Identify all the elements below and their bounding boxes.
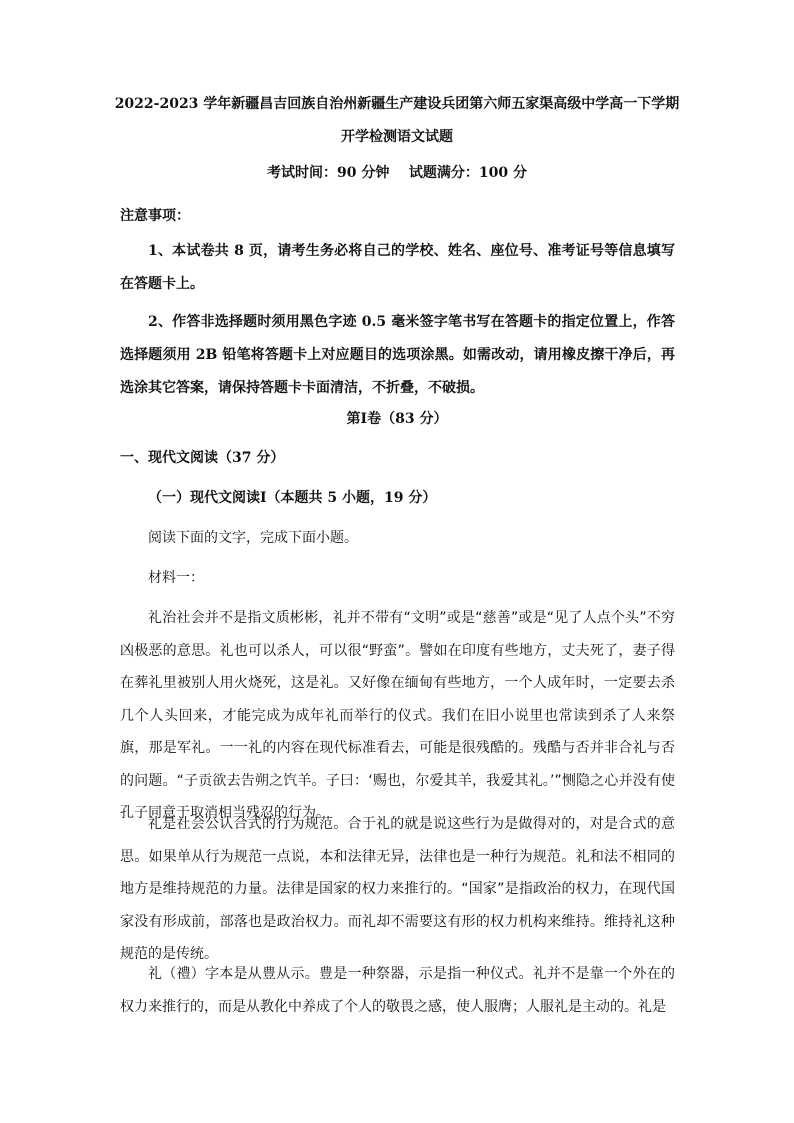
notes-item-2: 2、作答非选择题时须用黑色字迹 0.5 毫米签字笔书写在答题卡的指定位置上，作答选择题须用 2B 铅笔将答题卡上对应题目的选项涂黑。如需改动，请用橡皮擦干净后，再选涂其它答案，请保持答题卡卡面清洁，不折叠，不破损。 bbox=[120, 314, 675, 396]
exam-info: 考试时间：90 分钟 试题满分：100 分 bbox=[267, 165, 527, 181]
material-label: 材料一： bbox=[148, 570, 204, 586]
document-title-line-1: 2022-2023 学年新疆昌吉回族自治州新疆生产建设兵团第六师五家渠高级中学高一下学期 bbox=[114, 96, 680, 112]
passage-paragraph-1: 礼治社会并不是指文质彬彬，礼并不带有“文明”或是“慈善”或是“见了人点个头”不穷凶极恶的意思。礼也可以杀人，可以很“野蛮”。譬如在印度有些地方，丈夫死了，妻子得在葬礼里被别人用火烧死，这是礼。又好像在缅甸有些地方，一个人成年时，一定要去杀几个人头回来，才能完成为成年礼而举行的仪式。我们在旧小说里也常读到杀了人来祭旗，那是军礼。一一礼的内容在现代标准看去，可能是很残酷的。残酷与否并非合礼与否的问题。“子贡欲去告朔之饩羊。子曰：‘赐也，尔爱其羊，我爱其礼。’”恻隐之心并没有使孔子同意于取消相当残忍的行为。 bbox=[120, 610, 675, 821]
part-heading: 一、现代文阅读（37 分） bbox=[120, 450, 285, 466]
subsection-heading: （一）现代文阅读Ⅰ（本题共 5 小题，19 分） bbox=[148, 490, 437, 506]
document-title-line-2: 开学检测语文试题 bbox=[341, 129, 453, 145]
passage-paragraph-2: 礼是社会公认合式的行为规范。合于礼的就是说这些行为是做得对的，对是合式的意思。如果单从行为规范一点说，本和法律无异，法律也是一种行为规范。礼和法不相同的地方是维持规范的力量。法律是国家的权力来推行的。“国家”是指政治的权力，在现代国家没有形成前，部落也是政治权力。而礼却不需要这有形的权力机构来维持。维持礼这种规范的是传统。 bbox=[120, 816, 675, 962]
notes-item-1: 1、本试卷共 8 页，请考生务必将自己的学校、姓名、座位号、准考证号等信息填写在答题卡上。 bbox=[120, 243, 675, 292]
passage-paragraph-3: 礼（禮）字本是从豊从示。豊是一种祭器，示是指一种仪式。礼并不是靠一个外在的权力来推行的，而是从教化中养成了个人的敬畏之感，使人服膺；人服礼是主动的。礼是 bbox=[120, 966, 675, 1015]
reading-instruction: 阅读下面的文字，完成下面小题。 bbox=[148, 530, 358, 546]
notes-heading: 注意事项： bbox=[120, 208, 190, 224]
volume-heading: 第Ⅰ卷（83 分） bbox=[346, 411, 448, 427]
